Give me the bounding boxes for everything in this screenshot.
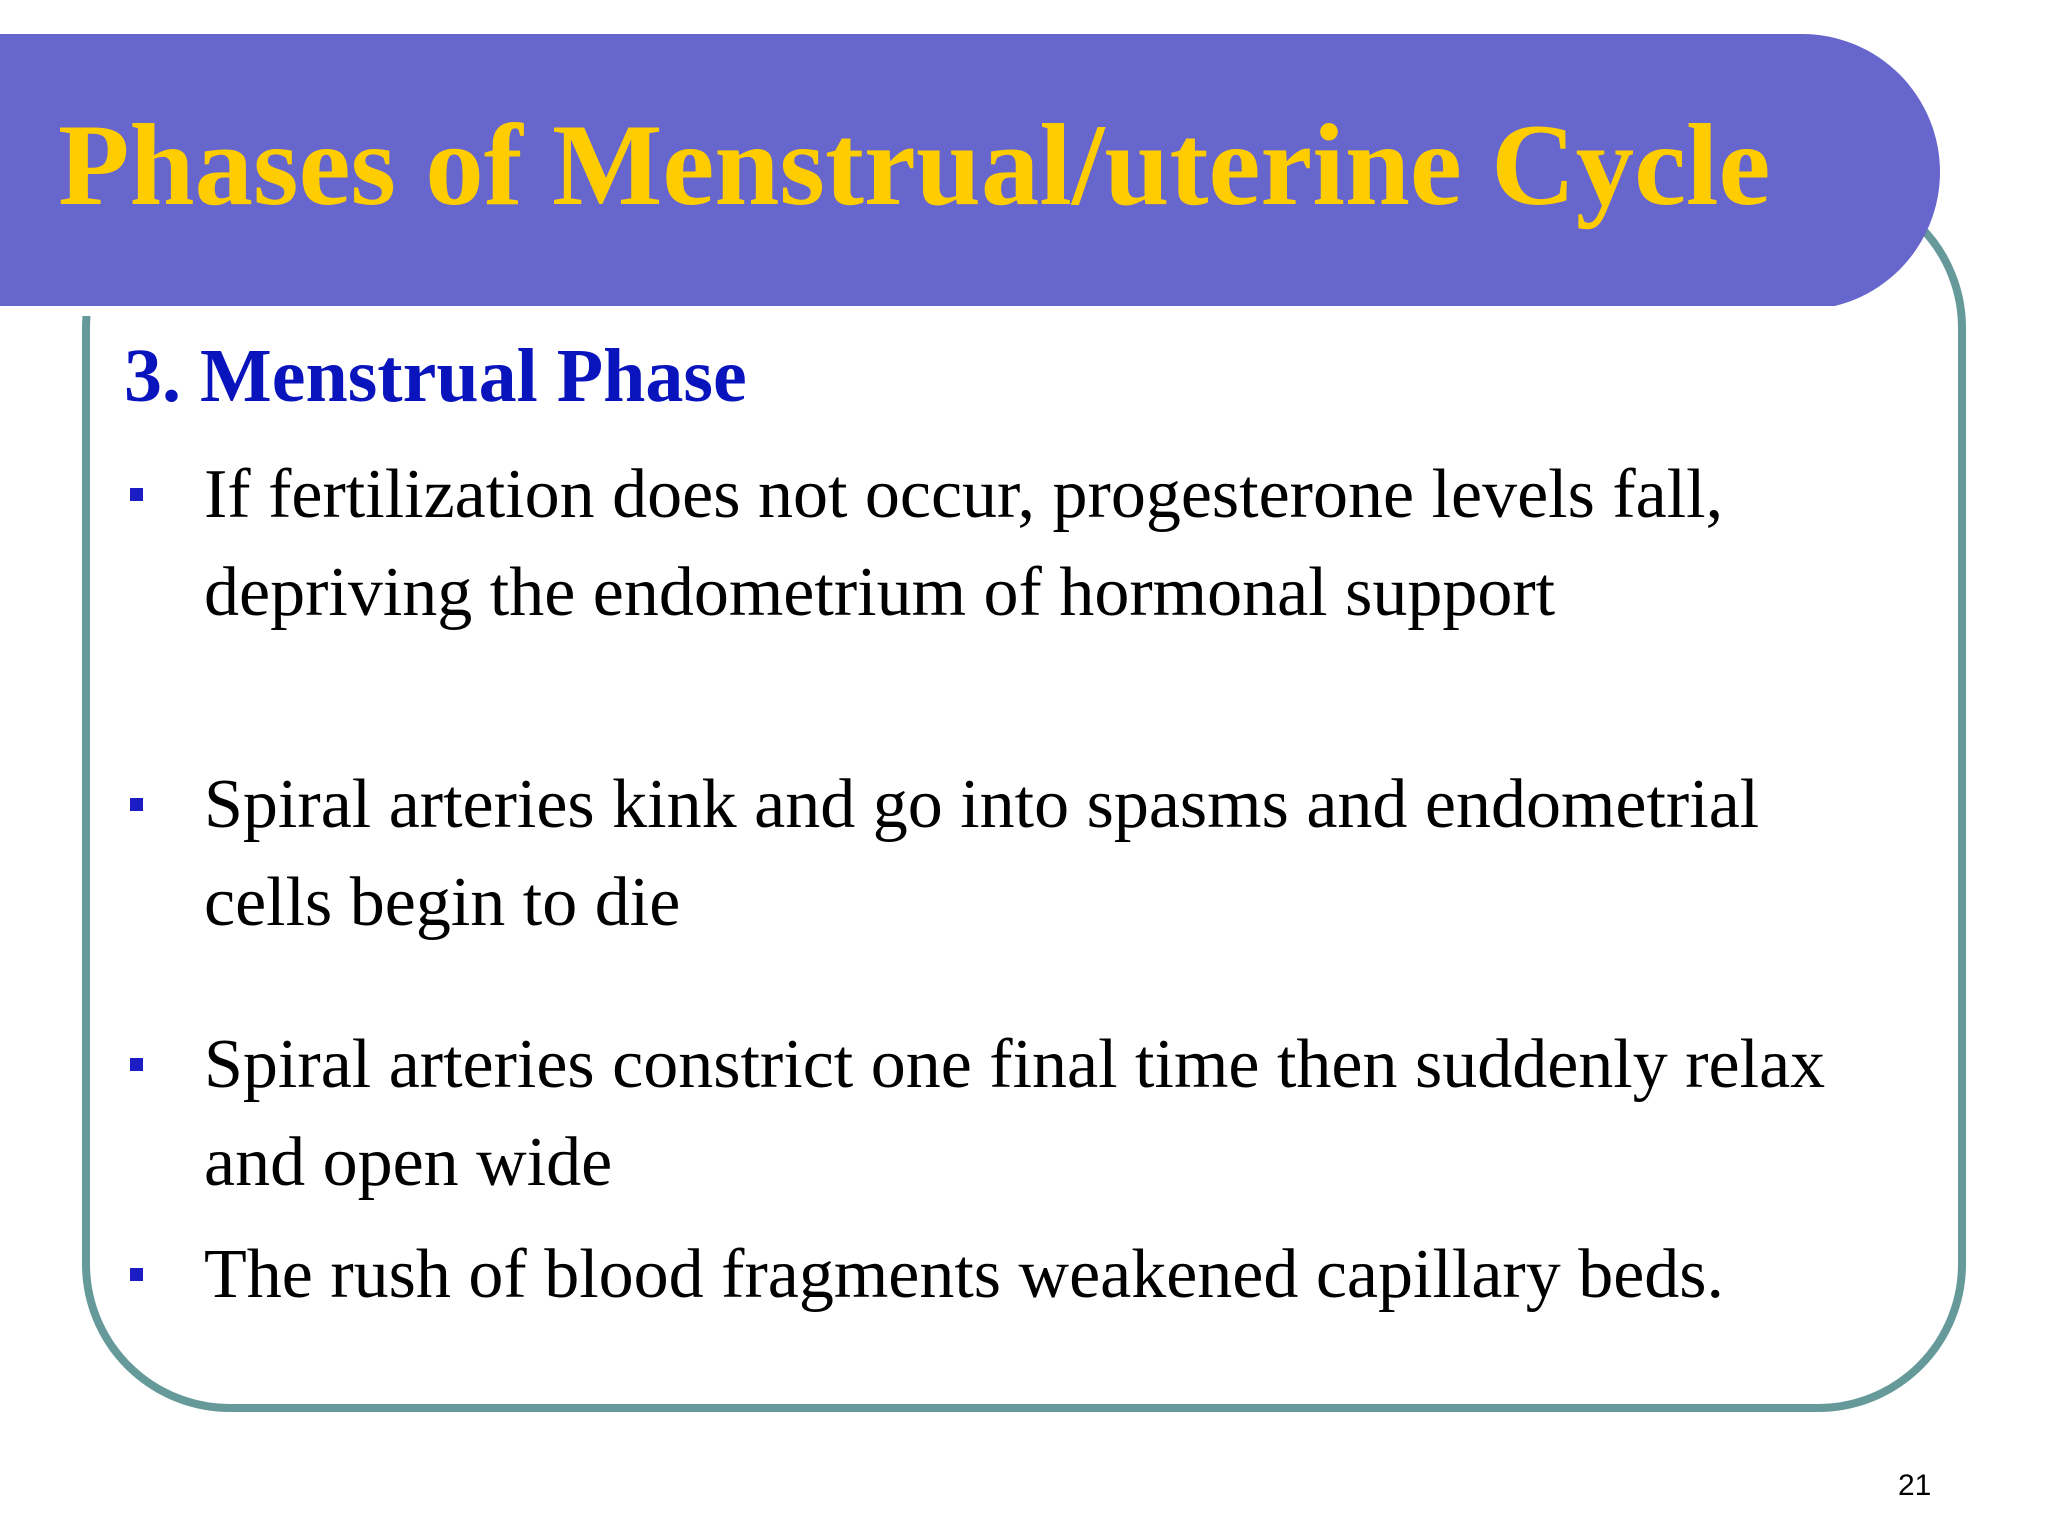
bullet-text: Spiral arteries constrict one final time then suddenly relax and open wide (204, 1026, 1826, 1201)
square-bullet-icon (130, 1058, 143, 1071)
square-bullet-icon (130, 488, 143, 501)
square-bullet-icon (130, 798, 143, 811)
title-divider (0, 306, 1846, 316)
slide-title: Phases of Menstrual/uterine Cycle (58, 101, 1771, 230)
square-bullet-icon (130, 1268, 143, 1281)
bullet-text: The rush of blood fragments weakened capillary beds. (204, 1236, 1725, 1313)
bullet-text: If fertilization does not occur, progesterone levels fall, depriving the endometrium of hormonal support (204, 456, 1724, 631)
page-number: 21 (1898, 1469, 1932, 1502)
bullet-text: Spiral arteries kink and go into spasms and endometrial cells begin to die (204, 766, 1760, 941)
section-heading: 3. Menstrual Phase (124, 334, 747, 418)
